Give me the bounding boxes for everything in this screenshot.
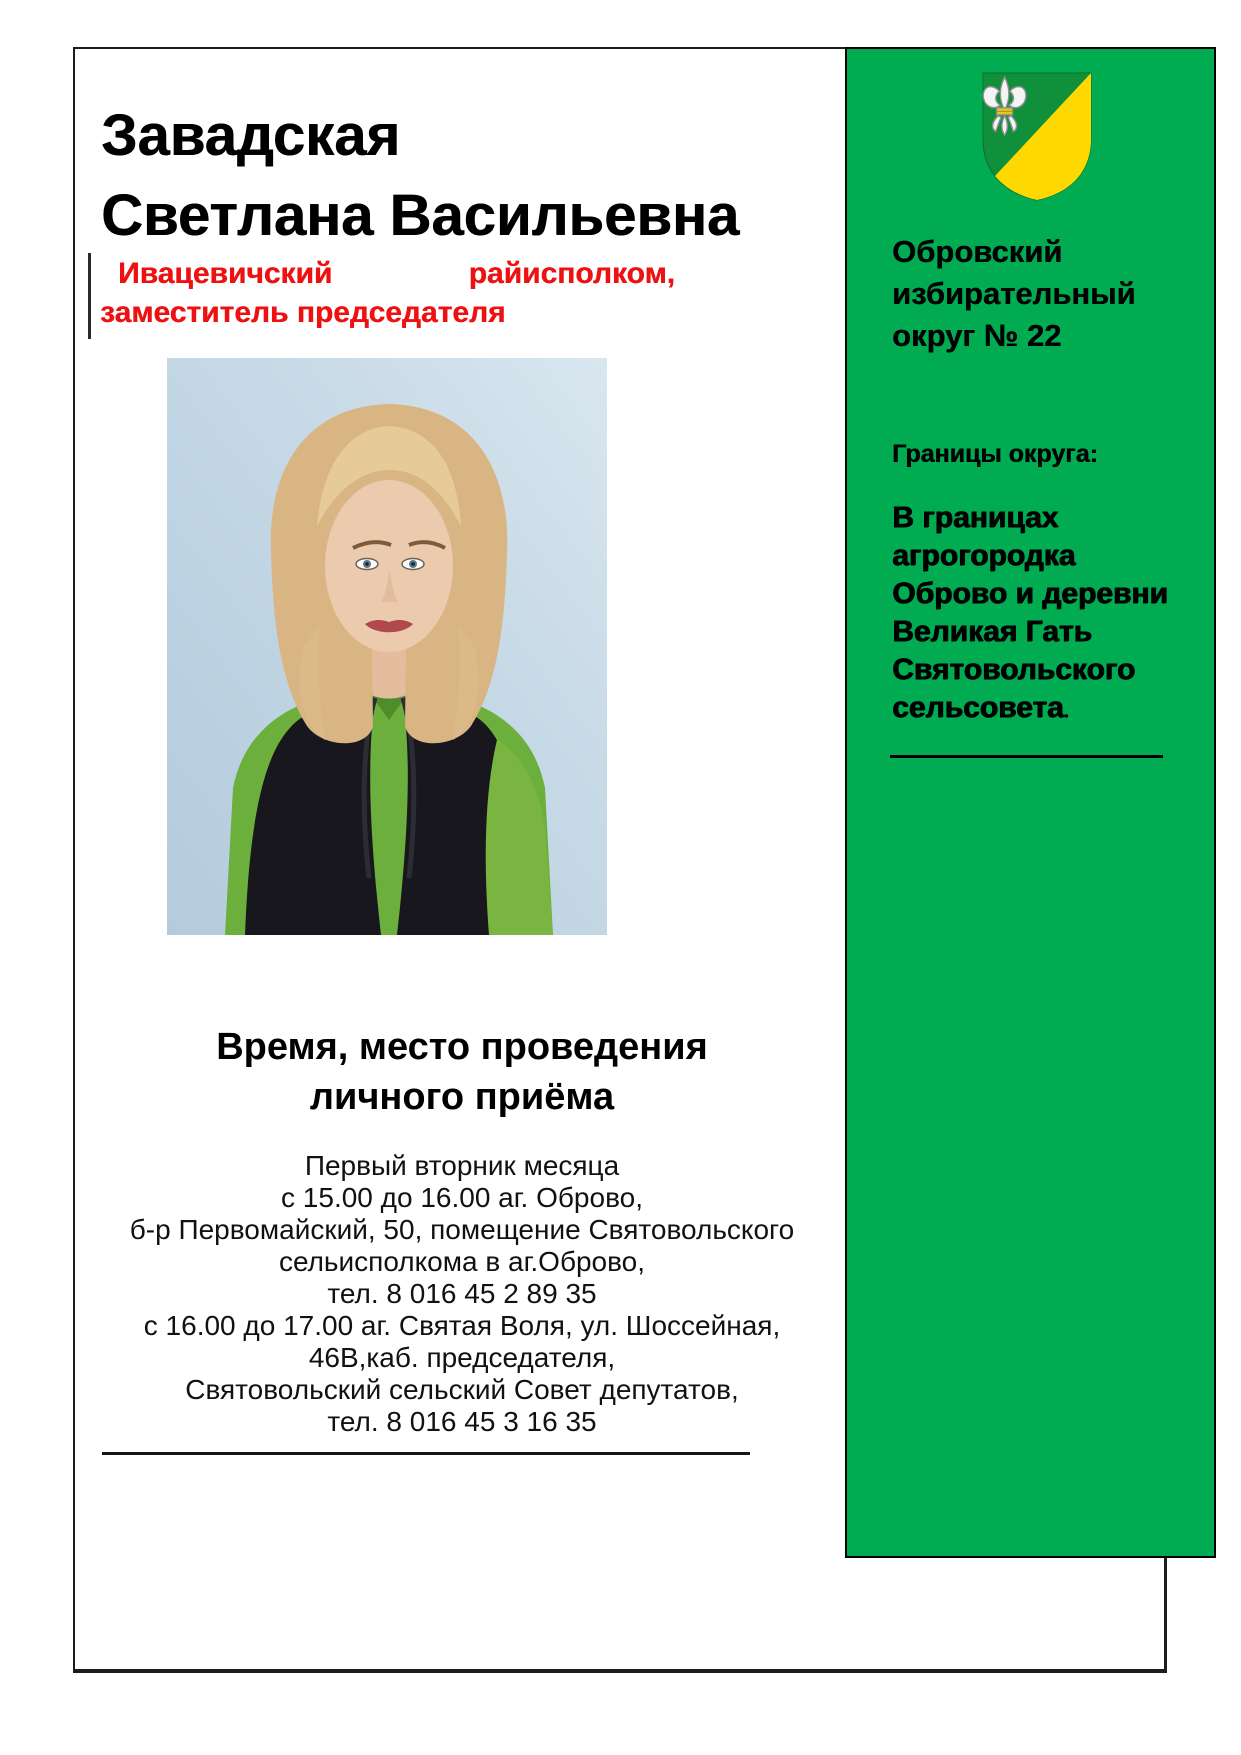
borders-line <box>892 689 1202 731</box>
reception-schedule <box>112 1150 812 1438</box>
district-borders-text <box>892 499 1202 731</box>
borders-line: Святовольского <box>892 653 1136 686</box>
borders-line: Великая Гать <box>892 615 1092 648</box>
candidate-surname: Завадская <box>101 103 401 168</box>
borders-line: Оброво и деревни <box>892 577 1168 610</box>
reception-line: тел. 8 016 45 3 16 35 <box>327 1406 597 1437</box>
candidate-photo <box>167 358 607 935</box>
reception-line: тел. 8 016 45 2 89 35 <box>327 1278 597 1309</box>
reception-line: сельисполкома в аг.Оброво, <box>278 1246 646 1277</box>
candidate-given-names: Светлана Васильевна <box>101 183 740 248</box>
reception-line: Первый вторник месяца <box>304 1150 620 1181</box>
reception-line: б-р Первомайский, 50, помещение Святовольского <box>129 1214 795 1245</box>
reception-line: Святовольский сельский Совет депутатов, <box>185 1374 739 1405</box>
position-line-1 <box>100 254 675 293</box>
reception-title <box>112 1022 812 1122</box>
district-borders-label: Границы округа: <box>892 440 1098 468</box>
position-word-org: райисполком, <box>468 257 675 290</box>
district-name-line: округ № 22 <box>892 318 1062 353</box>
sidebar-fill-in-line <box>890 755 1163 758</box>
borders-line: В границах <box>892 501 1059 534</box>
reception-line: с 16.00 до 17.00 аг. Святая Воля, ул. Шоссейная, <box>143 1310 781 1341</box>
reception-line: с 15.00 до 16.00 аг. Оброво, <box>281 1182 643 1213</box>
candidate-position <box>100 254 675 332</box>
candidate-name <box>101 96 801 256</box>
district-name-line: избирательный <box>892 276 1136 311</box>
revision-bar <box>88 253 91 339</box>
borders-last-word: сельсовета <box>892 691 1064 724</box>
district-coat-of-arms <box>977 67 1097 205</box>
district-name <box>892 231 1192 357</box>
borders-period: . <box>1063 702 1069 721</box>
position-line-2: заместитель председателя <box>100 296 506 329</box>
district-name-line: Обровский <box>892 234 1063 269</box>
reception-title-line1: Время, место проведения <box>216 1026 708 1068</box>
reception-title-line2: личного приёма <box>309 1076 615 1118</box>
fill-in-line <box>102 1452 750 1455</box>
borders-line: агрогородка <box>892 539 1076 572</box>
district-sidebar <box>845 47 1216 1558</box>
position-word-employer: Ивацевичский <box>118 257 333 290</box>
reception-line: 46В,каб. председателя, <box>308 1342 616 1373</box>
